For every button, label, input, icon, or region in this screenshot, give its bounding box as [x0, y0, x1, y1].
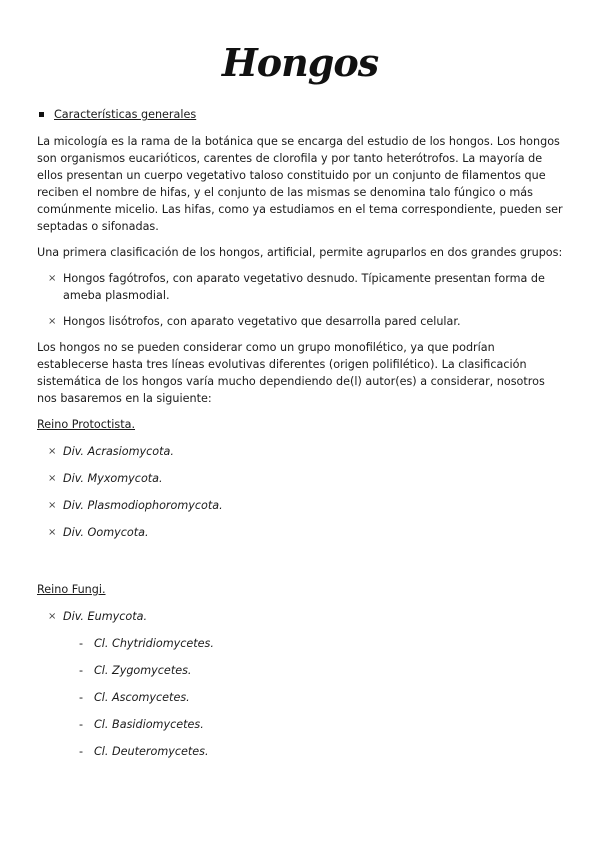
cross-bullet-icon: × [48, 473, 57, 484]
list-item: - Cl. Chytridiomycetes. [79, 637, 214, 650]
dash-bullet-icon: - [79, 637, 84, 650]
list-item: × Div. Eumycota. [48, 610, 148, 623]
cross-bullet-icon: × [48, 446, 57, 457]
square-bullet-icon [39, 112, 44, 117]
cross-bullet-icon: × [48, 273, 57, 284]
list-item: × Hongos lisótrofos, con aparato vegetativo que desarrolla pared celular. [48, 315, 461, 328]
fungi-list [37, 608, 567, 625]
section-heading [37, 106, 567, 123]
list-item: - Cl. Basidiomycetes. [79, 718, 204, 731]
paragraph-classification: Una primera clasificación de los hongos, artificial, permite agruparlos en dos grandes grupos: [37, 246, 563, 259]
dash-bullet-icon: - [79, 718, 84, 731]
list-item: × Hongos fagótrofos, con aparato vegetativo desnudo. Típicamente presentan forma de ameba plasmodial. [48, 272, 545, 302]
list-item: × Div. Oomycota. [48, 526, 149, 539]
list-item: × Div. Myxomycota. [48, 472, 163, 485]
paragraph-intro: La micología es la rama de la botánica que se encarga del estudio de los hongos. Los hongos son organismos eucarióticos, carentes de clorofila y por tanto heterótrofos. La mayoría de ellos presentan un cuerpo vegetativo taloso constituido por un conjunto de filamentos que reciben el nombre de hifas, y el conjunto de las mismas se denomina talo fúngico o más comúnmente micelio. Las hifas, como ya estudiamos en el tema correspondiente, pueden ser septadas o sifonadas. [37, 135, 563, 233]
section-heading-text: Características generales [54, 108, 197, 121]
page-title: Hongos [221, 40, 379, 85]
list-item: - Cl. Zygomycetes. [79, 664, 192, 677]
groups-list [37, 270, 567, 330]
cross-bullet-icon: × [48, 316, 57, 327]
list-item: - Cl. Ascomycetes. [79, 691, 190, 704]
protoctista-list [37, 443, 567, 541]
list-item: × Div. Acrasiomycota. [48, 445, 174, 458]
cross-bullet-icon: × [48, 611, 57, 622]
fungi-classes-list [37, 635, 567, 760]
dash-bullet-icon: - [79, 745, 84, 758]
paragraph-polyphyletic: Los hongos no se pueden considerar como un grupo monofilético, ya que podrían establecerse hasta tres líneas evolutivas diferentes (origen polifilético). La clasificación sistemática de los hongos varía mucho dependiendo de(l) autor(es) a considerar, nosotros nos basaremos en la siguiente: [37, 341, 545, 405]
cross-bullet-icon: × [48, 500, 57, 511]
reino-protoctista-heading: Reino Protoctista. [37, 418, 136, 431]
dash-bullet-icon: - [79, 691, 84, 704]
cross-bullet-icon: × [48, 527, 57, 538]
reino-fungi-heading: Reino Fungi. [37, 583, 106, 596]
dash-bullet-icon: - [79, 664, 84, 677]
document-body [37, 106, 567, 770]
list-item: - Cl. Deuteromycetes. [79, 745, 209, 758]
list-item: × Div. Plasmodiophoromycota. [48, 499, 223, 512]
